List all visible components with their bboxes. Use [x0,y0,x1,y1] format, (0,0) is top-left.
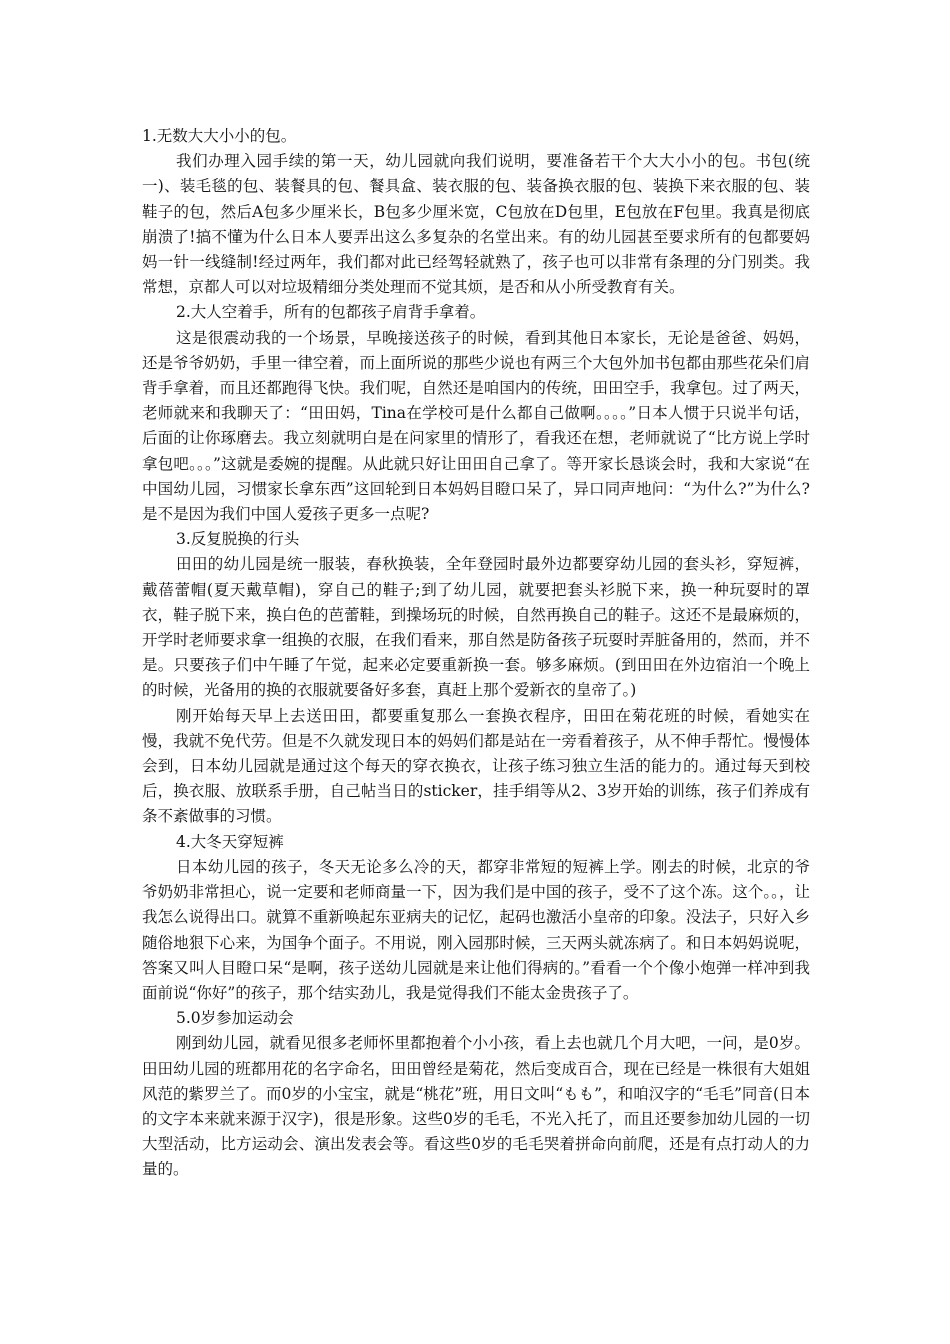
section-heading-2: 2.大人空着手，所有的包都孩子肩背手拿着。 [176,303,486,322]
paragraph-bags: 我们办理入园手续的第一天，幼儿园就向我们说明，要准备若干个大大小小的包。书包(统一)、装毛毯的包、装餐具的包、餐具盒、装衣服的包、装备换衣服的包、装换下来衣服的包、装鞋子的包，然后A包多少厘米长，B包多少厘米宽，C包放在D包里，E包放在F包里。我真是彻底崩溃了!搞不懂为什么日本人要弄出这么多复杂的名堂出来。有的幼儿园甚至要求所有的包都要妈妈一针一线缝制!经过两年，我们都对此已经驾轻就熟了，孩子也可以非常有条理的分门别类。我常想，京都人可以对垃圾精细分类处理而不觉其烦，是否和从小所受教育有关。 [142,152,810,297]
paragraph-shorts-in-winter: 日本幼儿园的孩子，冬天无论多么冷的天，都穿非常短的短裤上学。刚去的时候，北京的爷爷奶奶非常担心，说一定要和老师商量一下，因为我们是中国的孩子，受不了这个冻。这个。。，让我怎么说得出口。就算不重新唤起东亚病夫的记忆，起码也激活小皇帝的印象。没法子，只好入乡随俗地狠下心来，为国争个面子。不用说，刚入园那时候，三天两头就冻病了。和日本妈妈说呢，答案又叫人目瞪口呆“是啊，孩子送幼儿园就是来让他们得病的。”看看一个个像小炮弹一样冲到我面前说“你好”的孩子，那个结实劲儿，我是觉得我们不能太金贵孩子了。 [142,857,810,1002]
section-heading-1: 1.无数大大小小的包。 [142,127,297,145]
paragraph-uniform: 田田的幼儿园是统一服装，春秋换装，全年登园时最外边都要穿幼儿园的套头衫，穿短裤，戴蓓蕾帽(夏天戴草帽)，穿自己的鞋子;到了幼儿园，就要把套头衫脱下来，换一种玩耍时的罩衣，鞋子脱下来，换白色的芭蕾鞋，到操场玩的时候，自然再换自己的鞋子。这还不是最麻烦的，开学时老师要求拿一组换的衣服，在我们看来，那自然是防备孩子玩耍时弄脏备用的，然而，并不是。只要孩子们中午睡了午觉，起来必定要重新换一套。够多麻烦。(到田田在外边宿泊一个晚上的时候，光备用的换的衣服就要备好多套，真赶上那个爱新衣的皇帝了。) [142,555,810,700]
paragraph-changing-clothes: 刚开始每天早上去送田田，都要重复那么一套换衣程序，田田在菊花班的时候，看她实在慢，我就不免代劳。但是不久就发现日本的妈妈们都是站在一旁看着孩子，从不伸手帮忙。慢慢体会到，日本幼儿园就是通过这个每天的穿衣换衣，让孩子练习独立生活的能力的。通过每天到校后，换衣服、放联系手册，自己帖当日的sticker，挂手绢等从2、3岁开始的训练，孩子们养成有条不紊做事的习惯。 [142,706,810,826]
section-heading-4: 4.大冬天穿短裤 [176,832,284,851]
section-heading-3: 3.反复脱换的行头 [176,530,300,549]
section-heading-5: 5.0岁参加运动会 [176,1009,294,1028]
paragraph-empty-hands: 这是很震动我的一个场景，早晚接送孩子的时候，看到其他日本家长，无论是爸爸、妈妈，还是爷爷奶奶，手里一律空着，而上面所说的那些少说也有两三个大包外加书包都由那些花朵们肩背手拿着，而且还都跑得飞快。我们呢，自然还是咱国内的传统，田田空手，我拿包。过了两天，老师就来和我聊天了：“田田妈，Tina在学校可是什么都自己做啊。。。。”日本人惯于只说半句话，后面的让你琢磨去。我立刻就明白是在问家里的情形了，看我还在想，老师就说了“比方说上学时拿包吧。。。”这就是委婉的提醒。从此就只好让田田自己拿了。等开家长恳谈会时，我和大家说“在中国幼儿园，习惯家长拿东西”这回轮到日本妈妈目瞪口呆了，异口同声地问：“为什么?”为什么?是不是因为我们中国人爱孩子更多一点呢? [142,328,810,524]
paragraph-sports-day: 刚到幼儿园，就看见很多老师怀里都抱着个小小孩，看上去也就几个月大吧，一问，是0岁。田田幼儿园的班都用花的名字命名，田田曾经是菊花，然后变成百合，现在已经是一株很有大姐姐风范的紫罗兰了。而0岁的小宝宝，就是“桃花”班，用日文叫“もも”，和咱汉字的“毛毛”同音(日本的文字本来就来源于汉字)，很是形象。这些0岁的毛毛，不光入托了，而且还要参加幼儿园的一切大型活动，比方运动会、演出发表会等。看这些0岁的毛毛哭着拼命向前爬，还是有点打动人的力量的。 [142,1034,810,1179]
document-body [142,124,810,1183]
